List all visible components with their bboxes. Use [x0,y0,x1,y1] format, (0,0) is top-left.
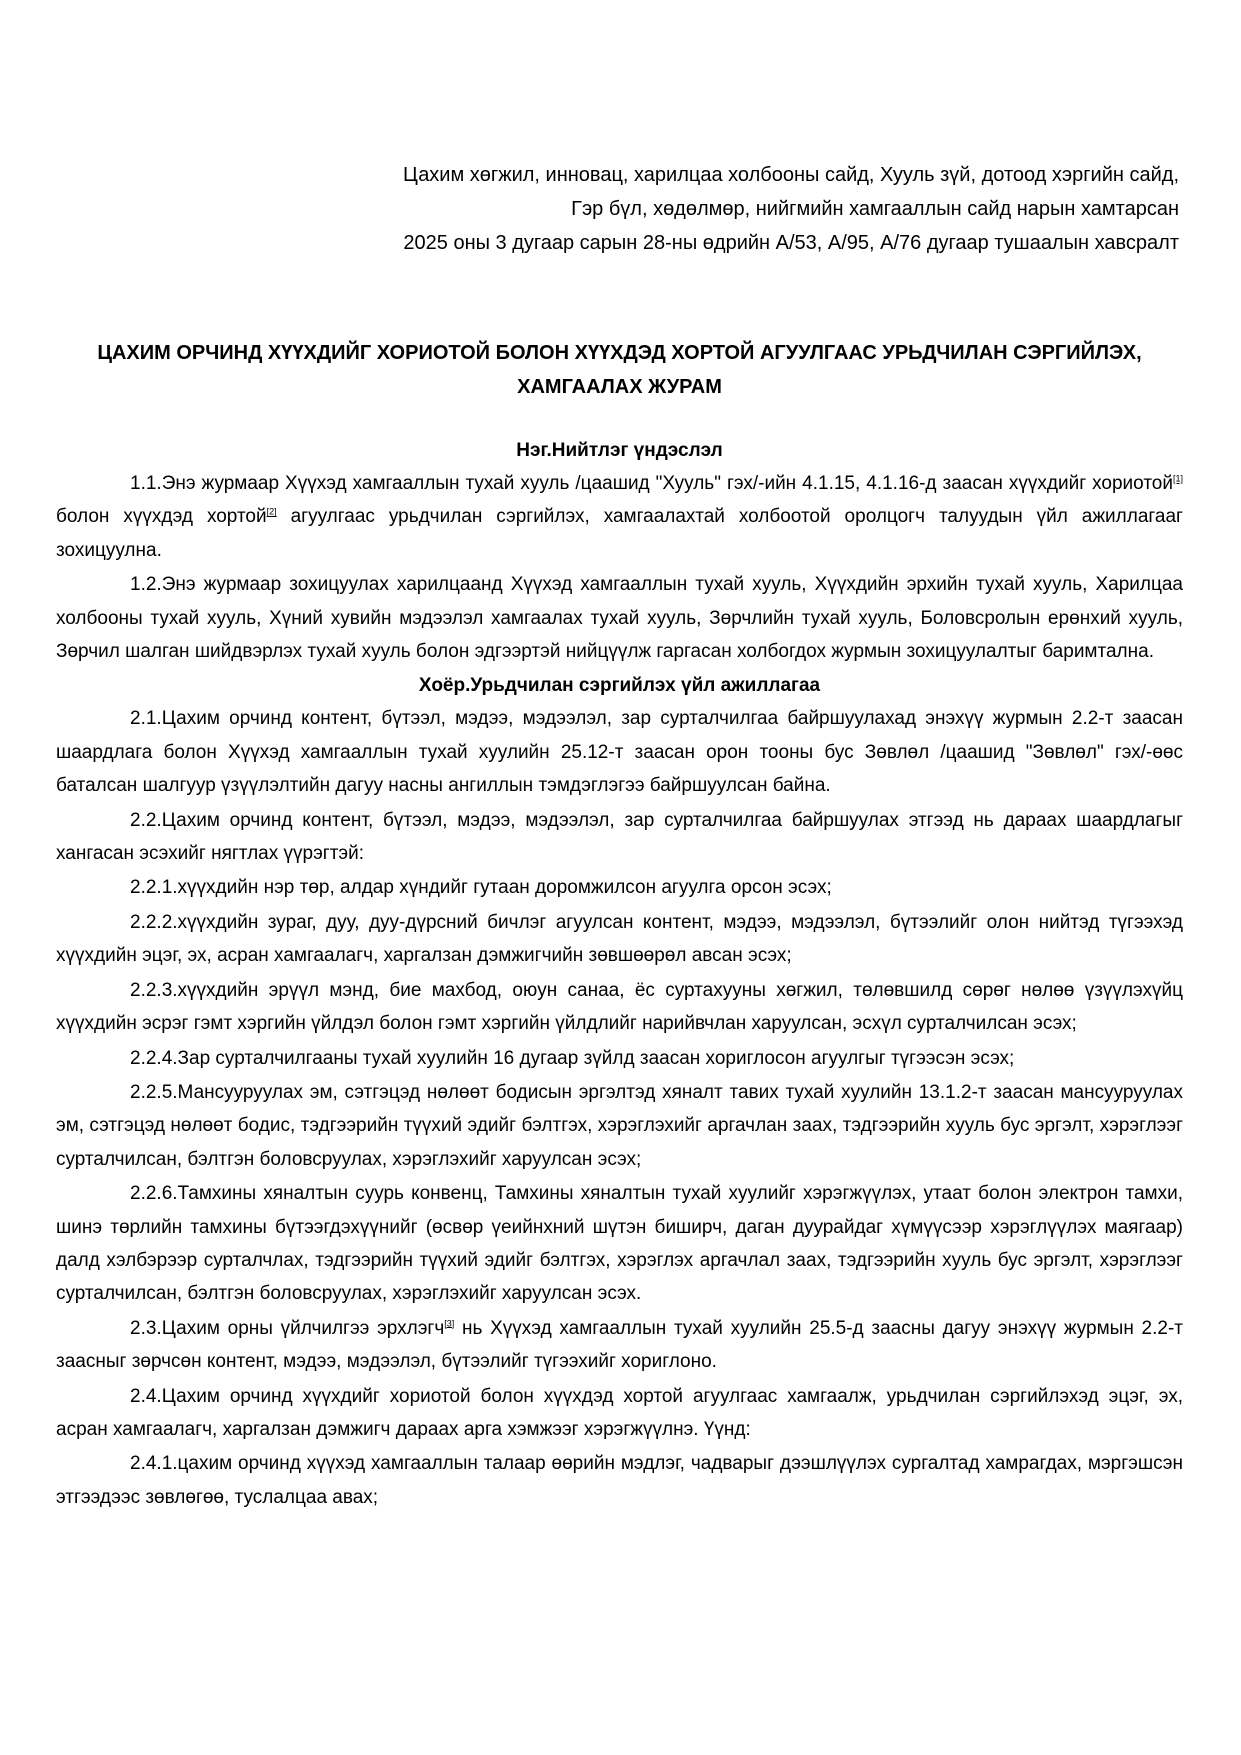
paragraph-2-2-2: 2.2.2.хүүхдийн зураг, дуу, дуу-дүрсний бичлэг агуулсан контент, мэдээ, мэдээлэл, бүтээлийг олон нийтэд түгээхэд хүүхдийн эцэг, эх, асран хамгаалагч, харгалзан дэмжигчийн зөвшөөрөл авсан эсэх; [56,911,1183,967]
paragraph-1-1-part-a: 1.1.Энэ журмаар Хүүхэд хамгааллын тухай хууль /цаашид "Хууль" гэх/-ийн 4.1.15, 4.1.16-д заасан хүүхдийг хориотой [130,473,1173,494]
document-title-line-2: ХАМГААЛАХ ЖУРАМ [517,376,722,398]
paragraph-2-1: 2.1.Цахим орчинд контент, бүтээл, мэдээ, мэдээлэл, зар сурталчилгаа байршуулахад энэхүү журмын 2.2-т заасан шаардлага болон Хүүхэд хамгааллын тухай хуулийн 25.12-т заасан орон тооны бус Зөвлөл /цаашид "Зөвлөл" гэх/-өөс баталсан шалгуур үзүүлэлтийн дагуу насны ангиллын тэмдэглэгээ байршуулсан байна. [56,708,1183,797]
chapter-2-heading: Хоёр.Урьдчилан сэргийлэх үйл ажиллагаа [418,675,821,697]
paragraph-2-2-3: 2.2.3.хүүхдийн эрүүл мэнд, бие махбод, оюун санаа, ёс суртахууны хөгжил, төлөвшилд сөрөг нөлөө үзүүлэхүйц хүүхдийн эсрэг гэмт хэргийн үйлдэл болон гэмт хэргийн үйлдлийг нарийвчлан харуулсан, эсхүл сурталчилсан эсэх; [56,979,1183,1035]
paragraph-2-3-part-b: нь Хүүхэд хамгааллын тухай хуулийн 25.5-д заасны дагуу энэхүү журмын 2.2-т заасныг зөрчсөн контент, мэдээ, мэдээлэл, бүтээлийг түгээхийг хориглоно. [56,1317,1183,1373]
paragraph-1-1-part-c: агуулгаас урьдчилан сэргийлэх, хамгаалахтай холбоотой оролцогч талуудын үйл ажиллагааг зохицуулна. [56,506,1183,561]
approval-note [56,158,1183,260]
approval-line-3: 2025 оны 3 дугаар сарын 28-ны өдрийн А/53, А/95, А/76 дугаар тушаалын хавсралт [403,232,1179,254]
document-title [56,336,1183,404]
paragraph-2-2-5: 2.2.5.Мансууруулах эм, сэтгэцэд нөлөөт бодисын эргэлтэд хяналт тавих тухай хуулийн 13.1.2-т заасан мансууруулах эм, сэтгэцэд нөлөөт бодис, тэдгээрийн түүхий эдийг бэлтгэх, хэрэглэхийг аргачлан заах, тэдгээрийн хууль бус эргэлт, хэрэглээг сурталчилсан, бэлтгэн боловсруулах, хэрэглэхийг харуулсан эсэх; [56,1081,1183,1170]
footnote-ref-2[interactable]: [2] [266,507,277,518]
paragraph-2-3-part-a: 2.3.Цахим орны үйлчилгээ эрхлэгч [130,1317,445,1339]
paragraph-2-2-1: 2.2.1.хүүхдийн нэр төр, алдар хүндийг гутаан доромжилсон агуулга орсон эсэх; [130,877,832,899]
footnote-ref-3[interactable]: [3] [444,1318,455,1329]
paragraph-2-2-4: 2.2.4.Зар сурталчилгааны тухай хуулийн 16 дугаар зүйлд заасан хориглосон агуулгыг түгээсэн эсэх; [130,1047,1015,1069]
footnote-ref-1[interactable]: [1] [1172,473,1183,484]
document-title-line-1: ЦАХИМ ОРЧИНД ХҮҮХДИЙГ ХОРИОТОЙ БОЛОН ХҮҮХДЭД ХОРТОЙ АГУУЛГААС УРЬДЧИЛАН СЭРГИЙЛЭХ, [97,342,1142,364]
document-page [56,158,1183,1515]
paragraph-2-3 [56,1312,1183,1379]
chapter-1-heading: Нэг.Нийтлэг үндэслэл [516,440,723,461]
approval-line-2: Гэр бүл, хөдөлмөр, нийгмийн хамгааллын сайд нарын хамтарсан [571,198,1179,220]
paragraph-1-1-part-b: болон хүүхдэд хортой [56,506,267,528]
paragraph-2-2: 2.2.Цахим орчинд контент, бүтээл, мэдээ, мэдээлэл, зар сурталчилгаа байршуулах этгээд нь дараах шаардлагыг хангасан эсэхийг нягтлах үүрэгтэй: [56,809,1183,865]
paragraph-2-2-6: 2.2.6.Тамхины хяналтын суурь конвенц, Тамхины хяналтын тухай хуулийг хэрэгжүүлэх, утаат болон электрон тамхи, шинэ төрлийн тамхины бүтээгдэхүүнийг (өсвөр үеийнхний шүтэн биширч, даган дуурайдаг хүмүүсээр хэрэглүүлэх маягаар) далд хэлбэрээр сурталчлах, тэдгээрийн түүхий эдийг бэлтгэх, хэрэглэх аргачлал заах, тэдгээрийн хууль бус эргэлт, хэрэглээг сурталчилсан, бэлтгэн боловсруулах, хэрэглэхийг харуулсан эсэх. [56,1183,1183,1305]
approval-line-1: Цахим хөгжил, инновац, харилцаа холбооны сайд, Хууль зүй, дотоод хэргийн сайд, [402,164,1179,186]
paragraph-1-2: 1.2.Энэ журмаар зохицуулах харилцаанд Хүүхэд хамгааллын тухай хууль, Хүүхдийн эрхийн тухай хууль, Харилцаа холбооны тухай хууль, Хүний хувийн мэдээлэл хамгаалах тухай хууль, Зөрчлийн тухай хууль, Боловсролын ерөнхий хууль, Зөрчил шалган шийдвэрлэх тухай хууль болон эдгээртэй нийцүүлж гаргасан холбогдох журмын зохицуулалтыг баримтална. [56,574,1183,663]
paragraph-1-1 [56,467,1183,567]
paragraph-2-4-1: 2.4.1.цахим орчинд хүүхэд хамгааллын талаар өөрийн мэдлэг, чадварыг дээшлүүлэх сургалтад хамрагдах, мэргэшсэн этгээдээс зөвлөгөө, туслалцаа авах; [56,1453,1183,1508]
paragraph-2-4: 2.4.Цахим орчинд хүүхдийг хориотой болон хүүхдэд хортой агуулгаас хамгаалж, урьдчилан сэргийлэхэд эцэг, эх, асран хамгаалагч, харгалзан дэмжигч дараах арга хэмжээг хэрэгжүүлнэ. Үүнд: [56,1385,1183,1440]
